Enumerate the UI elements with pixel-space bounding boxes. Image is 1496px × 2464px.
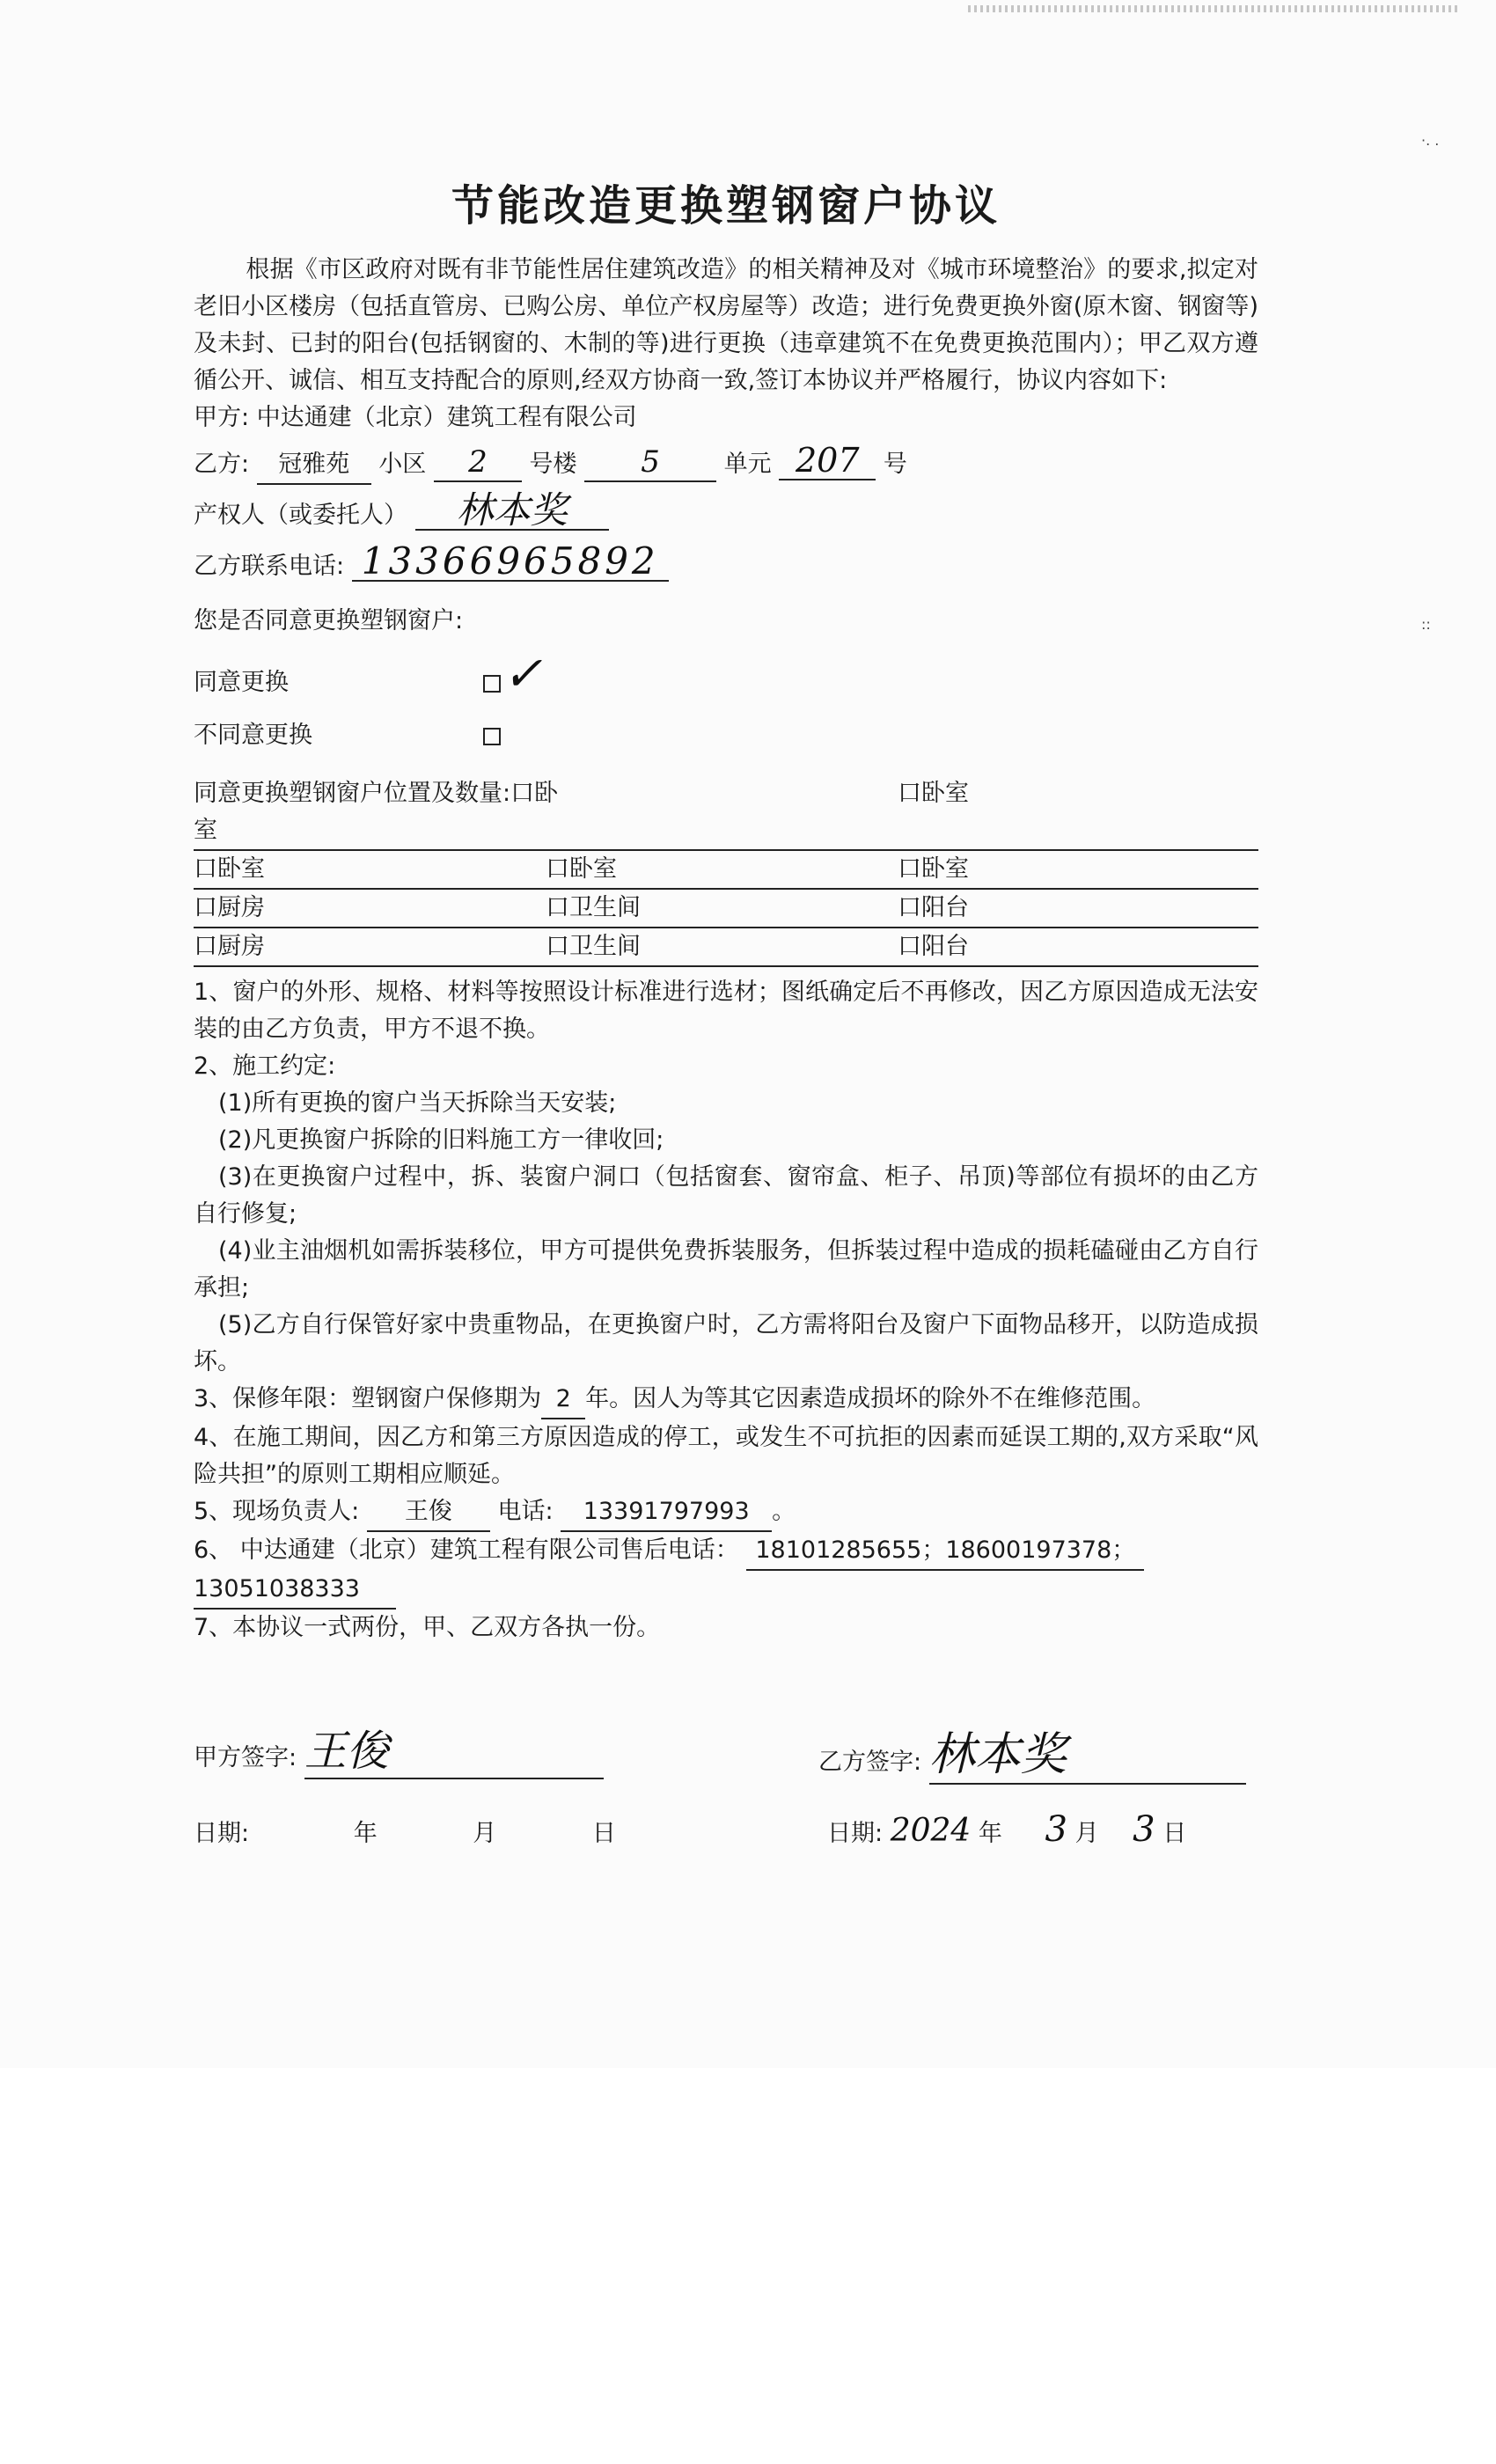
phone-label: 乙方联系电话:: [194, 553, 345, 580]
clause-2-2: (2)凡更换窗户拆除的旧料施工方一律收回;: [218, 1126, 664, 1154]
disagree-label: 不同意更换: [194, 722, 312, 749]
table-cell: 口卧室: [546, 855, 617, 883]
agree-checkmark: ✓: [502, 646, 543, 701]
windows-label: 同意更换塑钢窗户位置及数量:口卧室: [194, 780, 559, 844]
clause-2-1: (1)所有更换的窗户当天拆除当天安装;: [218, 1089, 617, 1117]
phone-handwritten: 13366965892: [352, 543, 669, 582]
clause-5: 5、现场负责人: 王俊 电话: 13391797993 。: [194, 1493, 1258, 1532]
after-sales-phone-3: 13051038333: [194, 1571, 396, 1610]
party-a-line: 甲方: 中达通建（北京）建筑工程有限公司: [194, 404, 637, 431]
party-b-signature: [818, 1717, 1246, 1785]
owner-line: [194, 488, 1258, 534]
table-cell: 口卫生间: [546, 933, 641, 960]
community-field: 冠雅苑: [257, 446, 371, 485]
party-a-handwritten-signature: 王俊: [304, 1717, 604, 1779]
document-title: 节能改造更换塑钢窗户协议: [451, 181, 1001, 231]
table-row: [194, 928, 1258, 967]
clause-1: 1、窗户的外形、规格、材料等按照设计标准进行选材；图纸确定后不再修改，因乙方原因造成无法安装的由乙方负责，甲方不退不换。: [194, 979, 1258, 1043]
date-day-handwritten: 3: [1133, 1809, 1155, 1850]
party-b-sign-label: 乙方签字:: [818, 1749, 922, 1776]
intro-paragraph: 根据《市区政府对既有非节能性居住建筑改造》的相关精神及对《城市环境整治》的要求,拟定对老旧小区楼房（包括直管房、已购公房、单位产权房屋等）改造；进行免费更换外窗(原木窗、钢窗等)及未封、已封的阳台(包括钢窗的、木制的等)进行更换（违章建筑不在免费更换范围内）；甲乙双方遵循公开、诚信、相互支持配合的原则,经双方协商一致,签订本协议并严格履行，协议内容如下:: [194, 256, 1258, 394]
unit-field: 5: [584, 444, 716, 482]
unit-label: 单元: [723, 451, 772, 478]
clause-2-5: (5)乙方自行保管好家中贵重物品，在更换窗户时，乙方需将阳台及窗户下面物品移开，以防造成损坏。: [194, 1311, 1258, 1375]
disagree-checkbox[interactable]: [483, 728, 501, 745]
table-cell: 口阳台: [898, 933, 969, 960]
owner-label: 产权人（或委托人）: [194, 502, 407, 529]
clause-6: 6、 中达通建（北京）建筑工程有限公司售后电话： 18101285655；18600197378； 13051038333: [194, 1532, 1258, 1610]
table-cell: 口厨房: [194, 933, 265, 960]
table-cell: [572, 775, 898, 849]
building-label: 号楼: [529, 451, 577, 478]
clause-2-heading: 2、施工约定:: [194, 1052, 336, 1080]
after-sales-phones: 18101285655；18600197378；: [746, 1532, 1144, 1571]
clause-3: 3、保修年限：塑钢窗户保修期为 2 年。因人为等其它因素造成损坏的除外不在维修范围。: [194, 1381, 1258, 1419]
clause-7: 7、本协议一式两份，甲、乙双方各执一份。: [194, 1614, 661, 1641]
site-manager-name: 王俊: [367, 1493, 490, 1532]
date-month-handwritten: 3: [1045, 1809, 1067, 1850]
agreement-document: [194, 172, 1258, 1866]
party-b-handwritten-signature: 林本奖: [929, 1717, 1246, 1785]
table-row: [194, 775, 1258, 851]
building-field: 2: [434, 444, 522, 482]
signature-area: [194, 1682, 1258, 1866]
table-row: [194, 851, 1258, 890]
room-label: 号: [883, 451, 907, 478]
community-label: 小区: [378, 451, 427, 478]
party-a-signature: [194, 1717, 604, 1779]
table-cell: 口卧室: [898, 855, 969, 883]
warranty-years: 2: [541, 1381, 585, 1419]
party-b-label: 乙方:: [194, 451, 250, 478]
date-year-handwritten: 2024: [890, 1813, 972, 1849]
clause-4: 4、在施工期间，因乙方和第三方原因造成的停工，或发生不可抗拒的因素而延误工期的,双方采取“风险共担”的原则工期相应顺延。: [194, 1424, 1258, 1488]
table-cell: 口卫生间: [546, 894, 641, 921]
party-a-sign-label: 甲方签字:: [194, 1744, 297, 1771]
consent-question: 您是否同意更换塑钢窗户:: [194, 607, 464, 634]
table-cell: 口卧室: [194, 855, 265, 883]
site-manager-phone: 13391797993: [561, 1493, 772, 1532]
table-cell: 口阳台: [898, 894, 969, 921]
table-cell: 口卧室: [898, 780, 969, 807]
party-b-date: 日期: 2024 年 3 月 3 日: [827, 1809, 1187, 1850]
table-cell: 口厨房: [194, 894, 265, 921]
scan-speck: ·. .: [1421, 132, 1440, 149]
room-field: 207: [779, 442, 876, 480]
clause-2-4: (4)业主油烟机如需拆装移位，甲方可提供免费拆装服务，但拆装过程中造成的损耗磕碰由乙方自行承担;: [194, 1237, 1258, 1302]
phone-line: [194, 539, 1258, 585]
window-selection-table: [194, 775, 1258, 967]
clause-2-3: (3)在更换窗户过程中，拆、装窗户洞口（包括窗套、窗帘盒、柜子、吊顶)等部位有损坏的由乙方自行修复;: [194, 1163, 1258, 1228]
agree-option: [194, 646, 1258, 701]
party-b-line: [194, 442, 1258, 485]
scan-edge-artifact: [968, 5, 1461, 12]
table-row: [194, 890, 1258, 928]
owner-name-handwritten: 林本奖: [415, 492, 609, 531]
scan-speck: ::: [1421, 616, 1431, 633]
party-a-date: 日期: 年 月 日: [194, 1820, 616, 1847]
agree-checkbox[interactable]: [483, 675, 501, 693]
disagree-option: [194, 717, 1258, 754]
agree-label: 同意更换: [194, 669, 289, 696]
